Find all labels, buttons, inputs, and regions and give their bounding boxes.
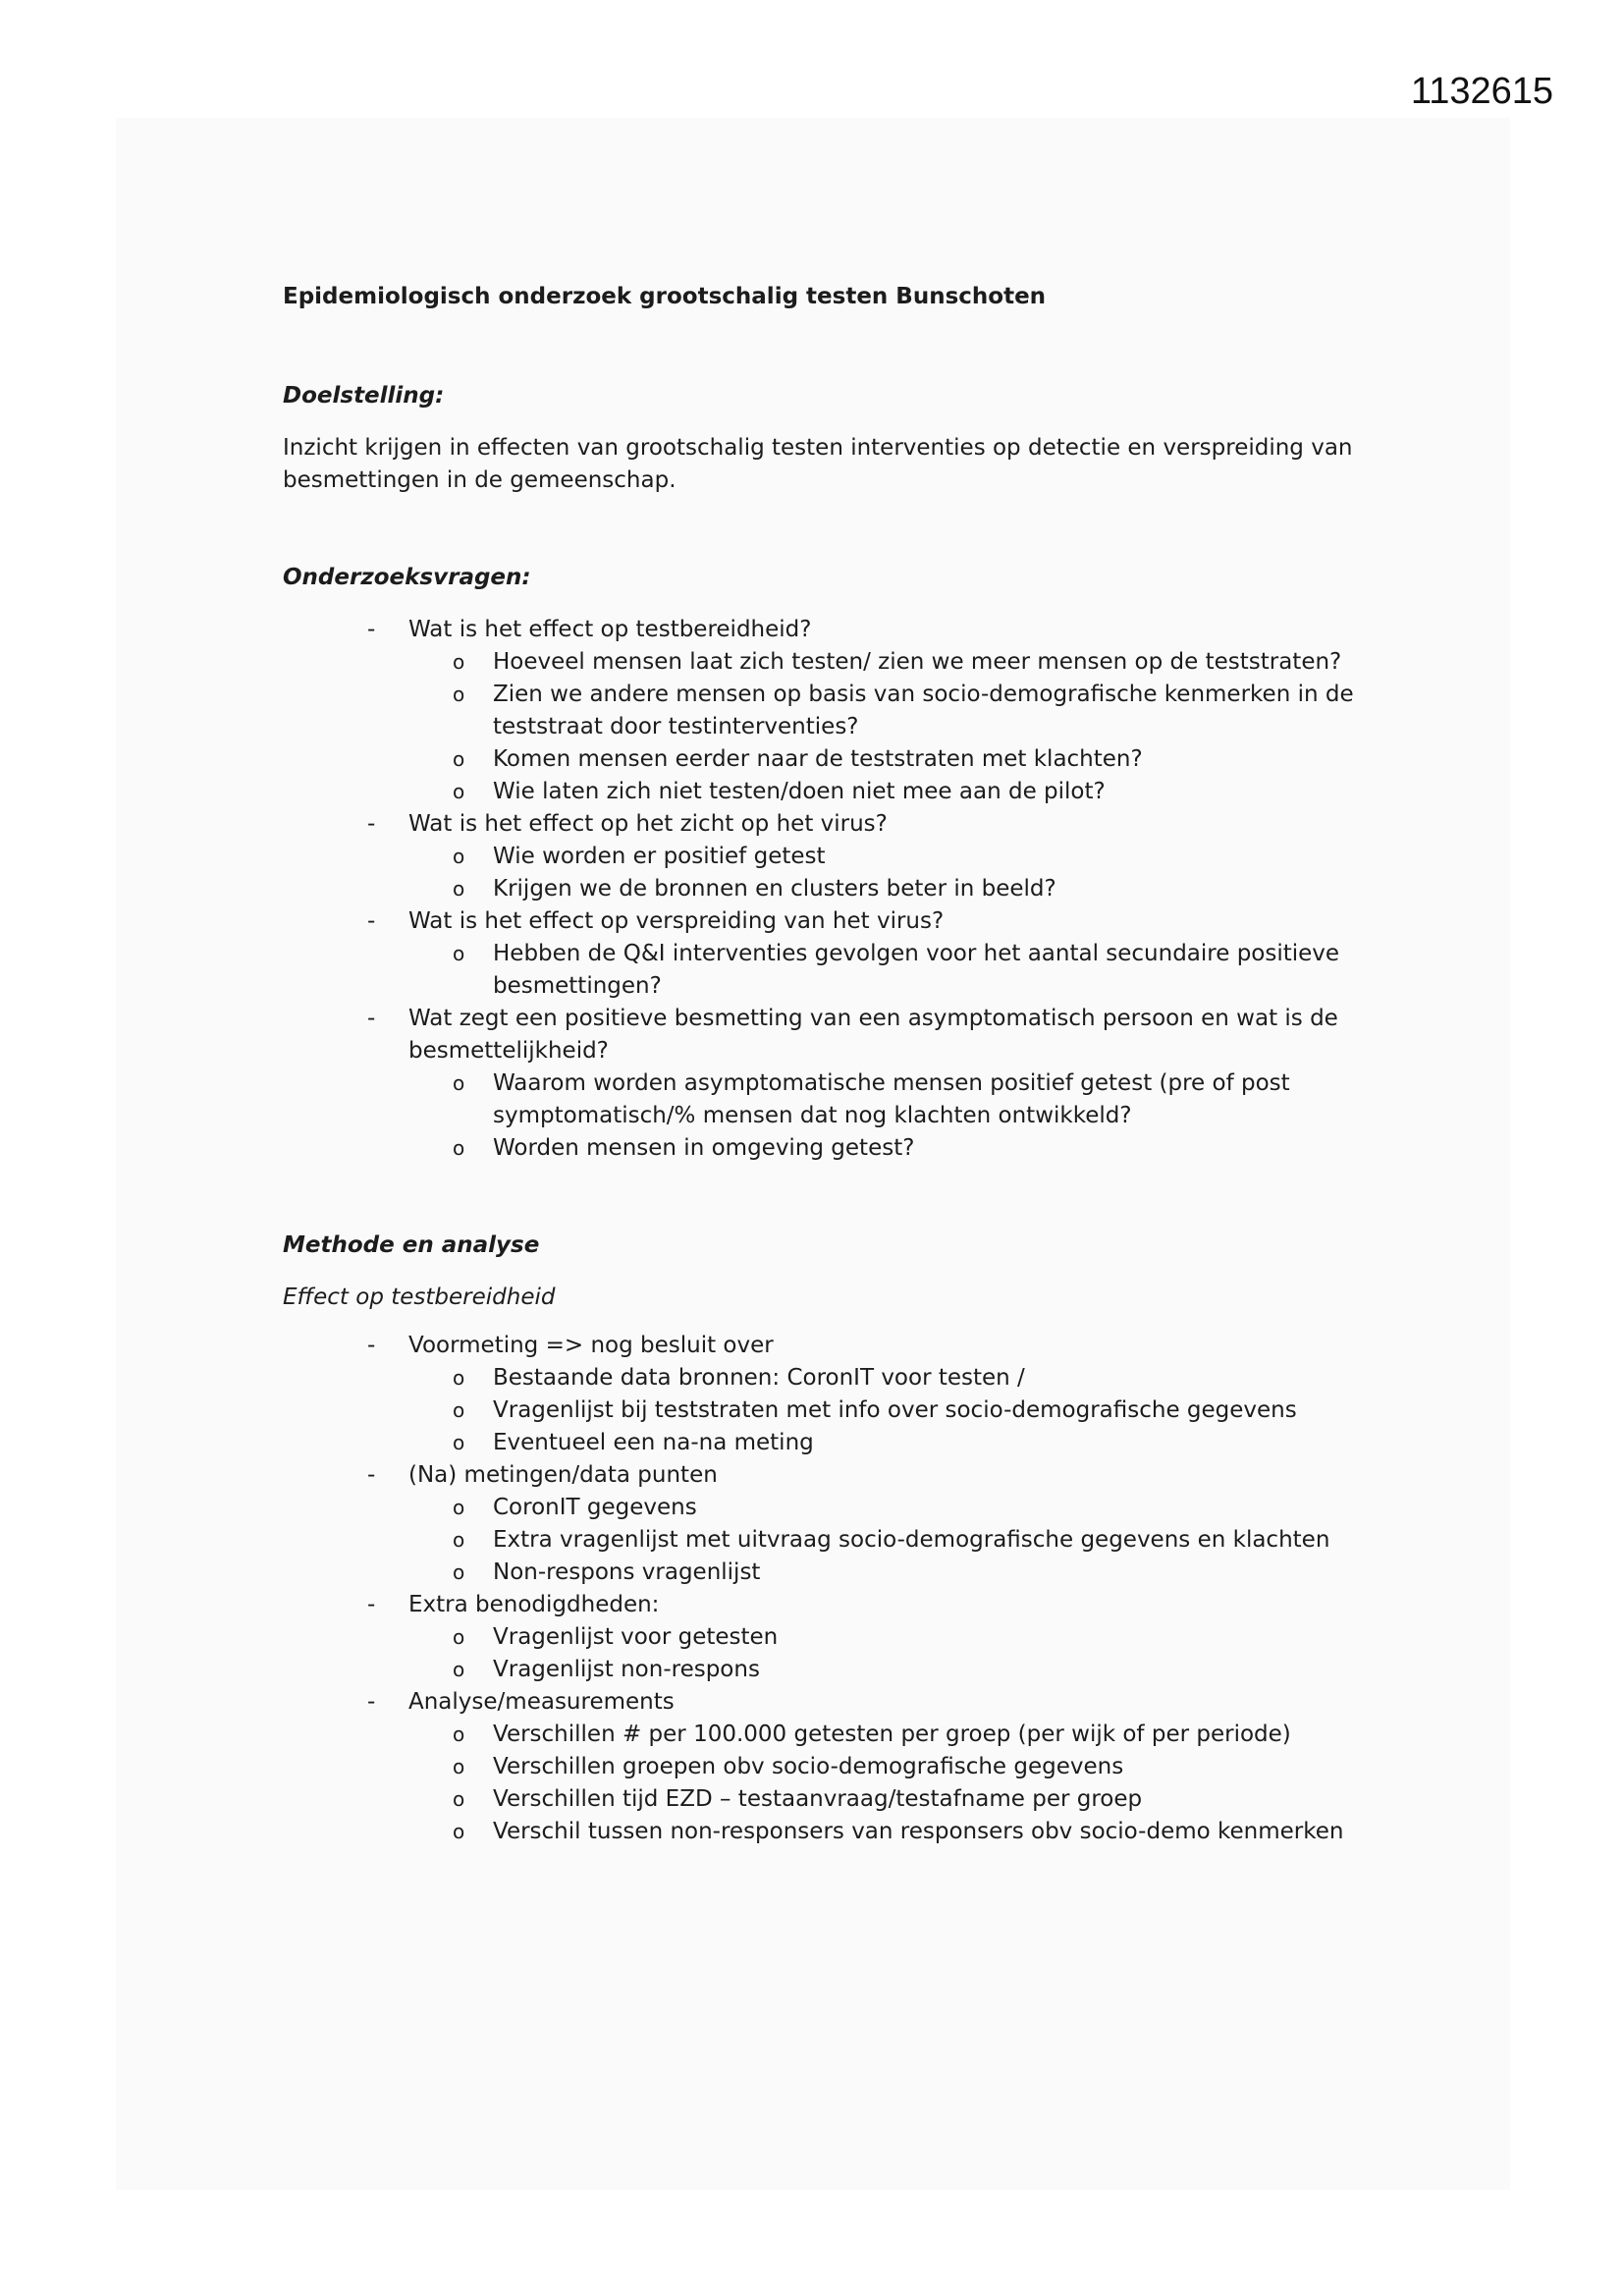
circle-bullet-icon: o <box>453 650 465 674</box>
circle-bullet-icon: o <box>453 1496 465 1519</box>
vraag-subitem <box>283 776 1363 808</box>
dash-bullet-icon: - <box>367 1592 376 1617</box>
circle-bullet-icon: o <box>453 747 465 771</box>
methode-subitem-text: Verschillen groepen obv socio-demografische gegevens <box>493 1754 1124 1779</box>
circle-bullet-icon: o <box>453 942 465 965</box>
methode-subitem-text: Verschillen tijd EZD – testaanvraag/testafname per groep <box>493 1786 1143 1812</box>
methode-subitem <box>283 1783 1363 1816</box>
doelstelling-heading: Doelstelling: <box>283 383 445 409</box>
vraag-subitem-text: Hebben de Q&I interventies gevolgen voor het aantal secundaire positieve besmettingen? <box>493 941 1340 999</box>
methode-subitem <box>283 1394 1363 1427</box>
vraag-subitem-text: Hoeveel mensen laat zich testen/ zien we meer mensen op de teststraten? <box>493 649 1342 675</box>
methode-subitem <box>283 1751 1363 1783</box>
vraag-subitem <box>283 938 1363 1003</box>
circle-bullet-icon: o <box>453 780 465 803</box>
vraag-sublist <box>408 646 1363 808</box>
methode-subitem-text: Bestaande data bronnen: CoronIT voor testen / <box>493 1365 1025 1391</box>
methode-item-text: Analyse/measurements <box>408 1689 675 1715</box>
methode-subitem <box>283 1654 1363 1686</box>
vraag-subitem-text: Zien we andere mensen op basis van socio-demografische kenmerken in de teststraat door testinterventies? <box>493 682 1354 739</box>
methode-subitem <box>283 1492 1363 1524</box>
methode-subitem-text: Verschillen # per 100.000 getesten per groep (per wijk of per periode) <box>493 1722 1291 1747</box>
vraag-subitem-text: Waarom worden asymptomatische mensen positief getest (pre of post symptomatisch/% mensen dat nog klachten ontwikkeld? <box>493 1070 1290 1128</box>
vraag-item <box>283 808 1363 905</box>
methode-subitem <box>283 1816 1363 1848</box>
circle-bullet-icon: o <box>453 1366 465 1390</box>
vraag-subitem <box>283 679 1363 743</box>
onderzoeksvragen-heading: Onderzoeksvragen: <box>283 565 531 590</box>
methode-subheading: Effect op testbereidheid <box>283 1285 556 1310</box>
document-id: 1132615 <box>1410 71 1553 112</box>
vraag-item-text: Wat zegt een positieve besmetting van een asymptomatisch persoon en wat is de besmettelijkheid? <box>408 1006 1338 1064</box>
dash-bullet-icon: - <box>367 1689 376 1715</box>
circle-bullet-icon: o <box>453 1431 465 1454</box>
methode-subitem <box>283 1427 1363 1459</box>
vraag-subitem <box>283 1132 1363 1165</box>
circle-bullet-icon: o <box>453 1658 465 1681</box>
dash-bullet-icon: - <box>367 811 376 837</box>
vraag-subitem <box>283 1067 1363 1132</box>
circle-bullet-icon: o <box>453 1722 465 1746</box>
methode-item-text: (Na) metingen/data punten <box>408 1462 718 1488</box>
circle-bullet-icon: o <box>453 1560 465 1584</box>
methode-subitem-text: Extra vragenlijst met uitvraag socio-demografische gegevens en klachten <box>493 1527 1330 1553</box>
circle-bullet-icon: o <box>453 1071 465 1095</box>
methode-subitem-text: Non-respons vragenlijst <box>493 1559 761 1585</box>
dash-bullet-icon: - <box>367 1006 376 1031</box>
vraag-sublist <box>408 1067 1363 1165</box>
vraag-sublist <box>408 841 1363 905</box>
methode-subitem <box>283 1524 1363 1557</box>
dash-bullet-icon: - <box>367 1333 376 1358</box>
document-body <box>283 281 1363 1848</box>
methode-subitem <box>283 1719 1363 1751</box>
methode-item <box>283 1459 1363 1589</box>
circle-bullet-icon: o <box>453 1528 465 1552</box>
circle-bullet-icon: o <box>453 877 465 901</box>
vraag-sublist <box>408 938 1363 1003</box>
methode-subitem <box>283 1362 1363 1394</box>
dash-bullet-icon: - <box>367 617 376 642</box>
vraag-subitem <box>283 743 1363 776</box>
vraag-item-text: Wat is het effect op testbereidheid? <box>408 617 812 642</box>
methode-subitem-text: CoronIT gegevens <box>493 1495 697 1520</box>
doelstelling-text: Inzicht krijgen in effecten van grootschalig testen interventies op detectie en verspreiding van besmettingen in de gemeenschap. <box>283 435 1353 493</box>
vraag-item-text: Wat is het effect op verspreiding van het virus? <box>408 908 945 934</box>
dash-bullet-icon: - <box>367 908 376 934</box>
vraag-subitem <box>283 646 1363 679</box>
circle-bullet-icon: o <box>453 1820 465 1843</box>
circle-bullet-icon: o <box>453 1787 465 1811</box>
vraag-subitem-text: Komen mensen eerder naar de teststraten met klachten? <box>493 746 1143 772</box>
vraag-subitem-text: Wie worden er positief getest <box>493 844 826 869</box>
methode-sublist <box>408 1362 1363 1459</box>
methode-item <box>283 1589 1363 1686</box>
methode-item <box>283 1686 1363 1848</box>
circle-bullet-icon: o <box>453 1398 465 1422</box>
methode-subitem-text: Eventueel een na-na meting <box>493 1430 814 1455</box>
methode-list <box>283 1330 1363 1848</box>
vraag-subitem-text: Worden mensen in omgeving getest? <box>493 1135 915 1161</box>
vraag-item <box>283 614 1363 808</box>
circle-bullet-icon: o <box>453 845 465 868</box>
methode-sublist <box>408 1719 1363 1848</box>
vraag-subitem-text: Wie laten zich niet testen/doen niet mee aan de pilot? <box>493 779 1106 804</box>
vraag-item <box>283 1003 1363 1165</box>
vraag-subitem <box>283 873 1363 905</box>
methode-subitem <box>283 1557 1363 1589</box>
vraag-item-text: Wat is het effect op het zicht op het virus? <box>408 811 888 837</box>
methode-subitem <box>283 1621 1363 1654</box>
vraag-item <box>283 905 1363 1003</box>
circle-bullet-icon: o <box>453 1755 465 1778</box>
circle-bullet-icon: o <box>453 683 465 706</box>
methode-item <box>283 1330 1363 1459</box>
onderzoeksvragen-list <box>283 614 1363 1165</box>
methode-subitem-text: Vragenlijst non-respons <box>493 1657 760 1682</box>
methode-subitem-text: Vragenlijst voor getesten <box>493 1624 779 1650</box>
circle-bullet-icon: o <box>453 1625 465 1649</box>
methode-heading: Methode en analyse <box>283 1232 540 1258</box>
vraag-subitem <box>283 841 1363 873</box>
document-title: Epidemiologisch onderzoek grootschalig testen Bunschoten <box>283 284 1047 309</box>
methode-sublist <box>408 1621 1363 1686</box>
methode-item-text: Voormeting => nog besluit over <box>408 1333 774 1358</box>
methode-subitem-text: Verschil tussen non-responsers van responsers obv socio-demo kenmerken <box>493 1819 1344 1844</box>
methode-subitem-text: Vragenlijst bij teststraten met info over socio-demografische gegevens <box>493 1397 1297 1423</box>
vraag-subitem-text: Krijgen we de bronnen en clusters beter in beeld? <box>493 876 1056 902</box>
dash-bullet-icon: - <box>367 1462 376 1488</box>
methode-sublist <box>408 1492 1363 1589</box>
methode-item-text: Extra benodigdheden: <box>408 1592 660 1617</box>
circle-bullet-icon: o <box>453 1136 465 1160</box>
